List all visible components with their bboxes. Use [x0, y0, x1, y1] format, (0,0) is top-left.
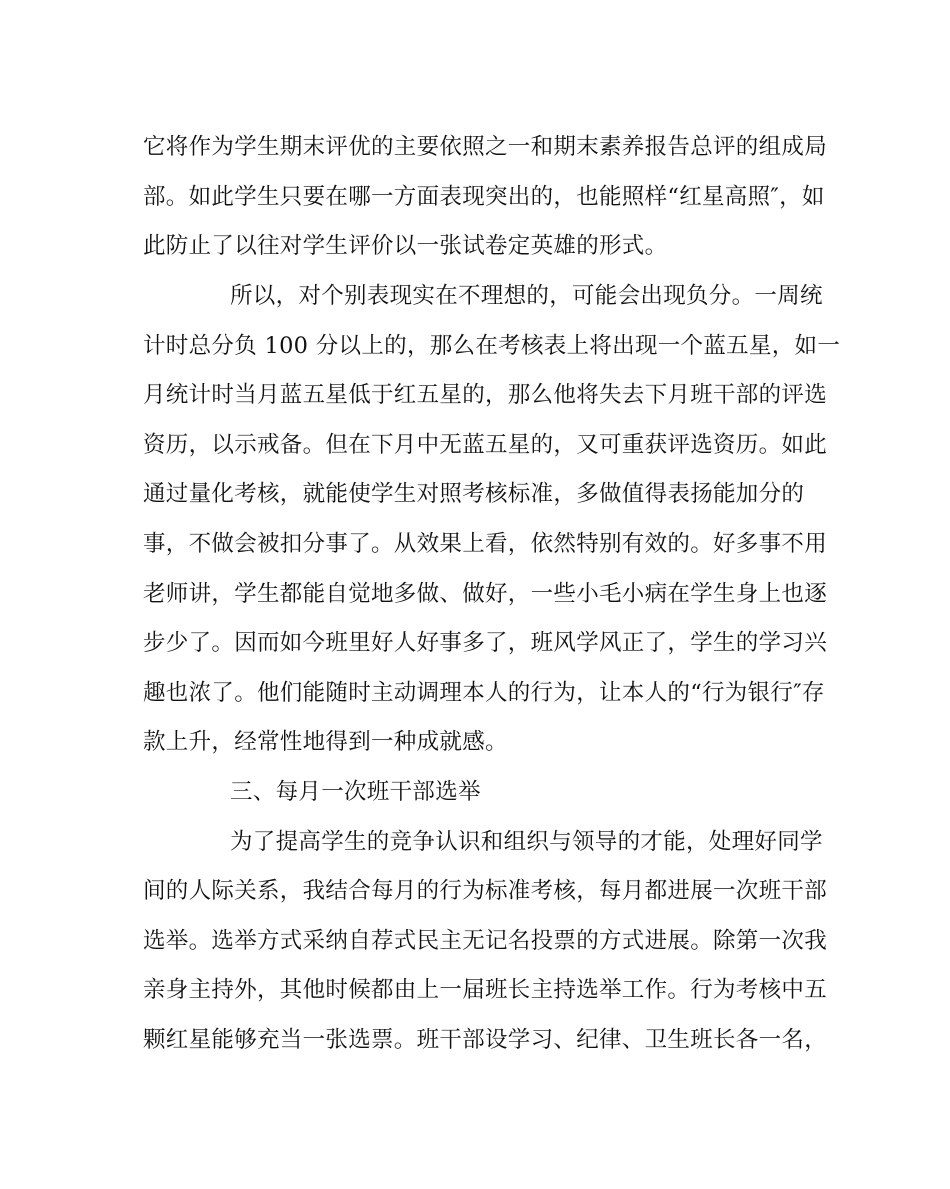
- text-line-12: 趣也浓了。他们能随时主动调理本人的行为，让本人的“行为银行″存: [143, 680, 825, 706]
- text-line-1: 它将作为学生期末评优的主要依照之一和期末素养报告总评的组成局: [143, 134, 828, 160]
- text-line-9: 事，不做会被扣分事了。从效果上看，依然特别有效的。好多事不用: [143, 531, 828, 557]
- text-line-4: 所以，对个别表现实在不理想的，可能会出现负分。一周统: [230, 283, 823, 309]
- text-line-7: 资历，以示戒备。但在下月中无蓝五星的，又可重获评选资历。如此: [143, 432, 828, 458]
- text-line-2: 部。如此学生只要在哪一方面表现突出的，也能照样“红星高照″，如: [143, 184, 825, 210]
- text-line-18: 亲身主持外，其他时候都由上一届班长主持选举工作。行为考核中五: [143, 977, 828, 1003]
- section-heading: 三、每月一次班干部选举: [230, 779, 481, 805]
- text-line-8: 通过量化考核，就能使学生对照考核标准，多做值得表扬能加分的: [143, 481, 805, 507]
- text-line-5: 计时总分负 100 分以上的，那么在考核表上将出现一个蓝五星，如一: [143, 333, 841, 359]
- text-line-6: 月统计时当月蓝五星低于红五星的，那么他将失去下月班干部的评选: [143, 382, 828, 408]
- text-line-10: 老师讲，学生都能自觉地多做、做好，一些小毛小病在学生身上也逐: [143, 581, 828, 607]
- text-line-17: 选举。选举方式采纳自荐式民主无记名投票的方式进展。除第一次我: [143, 928, 828, 954]
- text-line-13: 款上升，经常性地得到一种成就感。: [143, 729, 508, 755]
- text-line-19: 颗红星能够充当一张选票。班干部设学习、纪律、卫生班长各一名，: [143, 1027, 828, 1053]
- text-line-11: 步少了。因而如今班里好人好事多了，班风学风正了，学生的学习兴: [143, 630, 828, 656]
- text-line-15: 为了提高学生的竞争认识和组织与领导的才能，处理好同学: [230, 829, 823, 855]
- text-line-3: 此防止了以往对学生评价以一张试卷定英雄的形式。: [143, 233, 668, 259]
- text-line-16: 间的人际关系，我结合每月的行为标准考核，每月都进展一次班干部: [143, 878, 828, 904]
